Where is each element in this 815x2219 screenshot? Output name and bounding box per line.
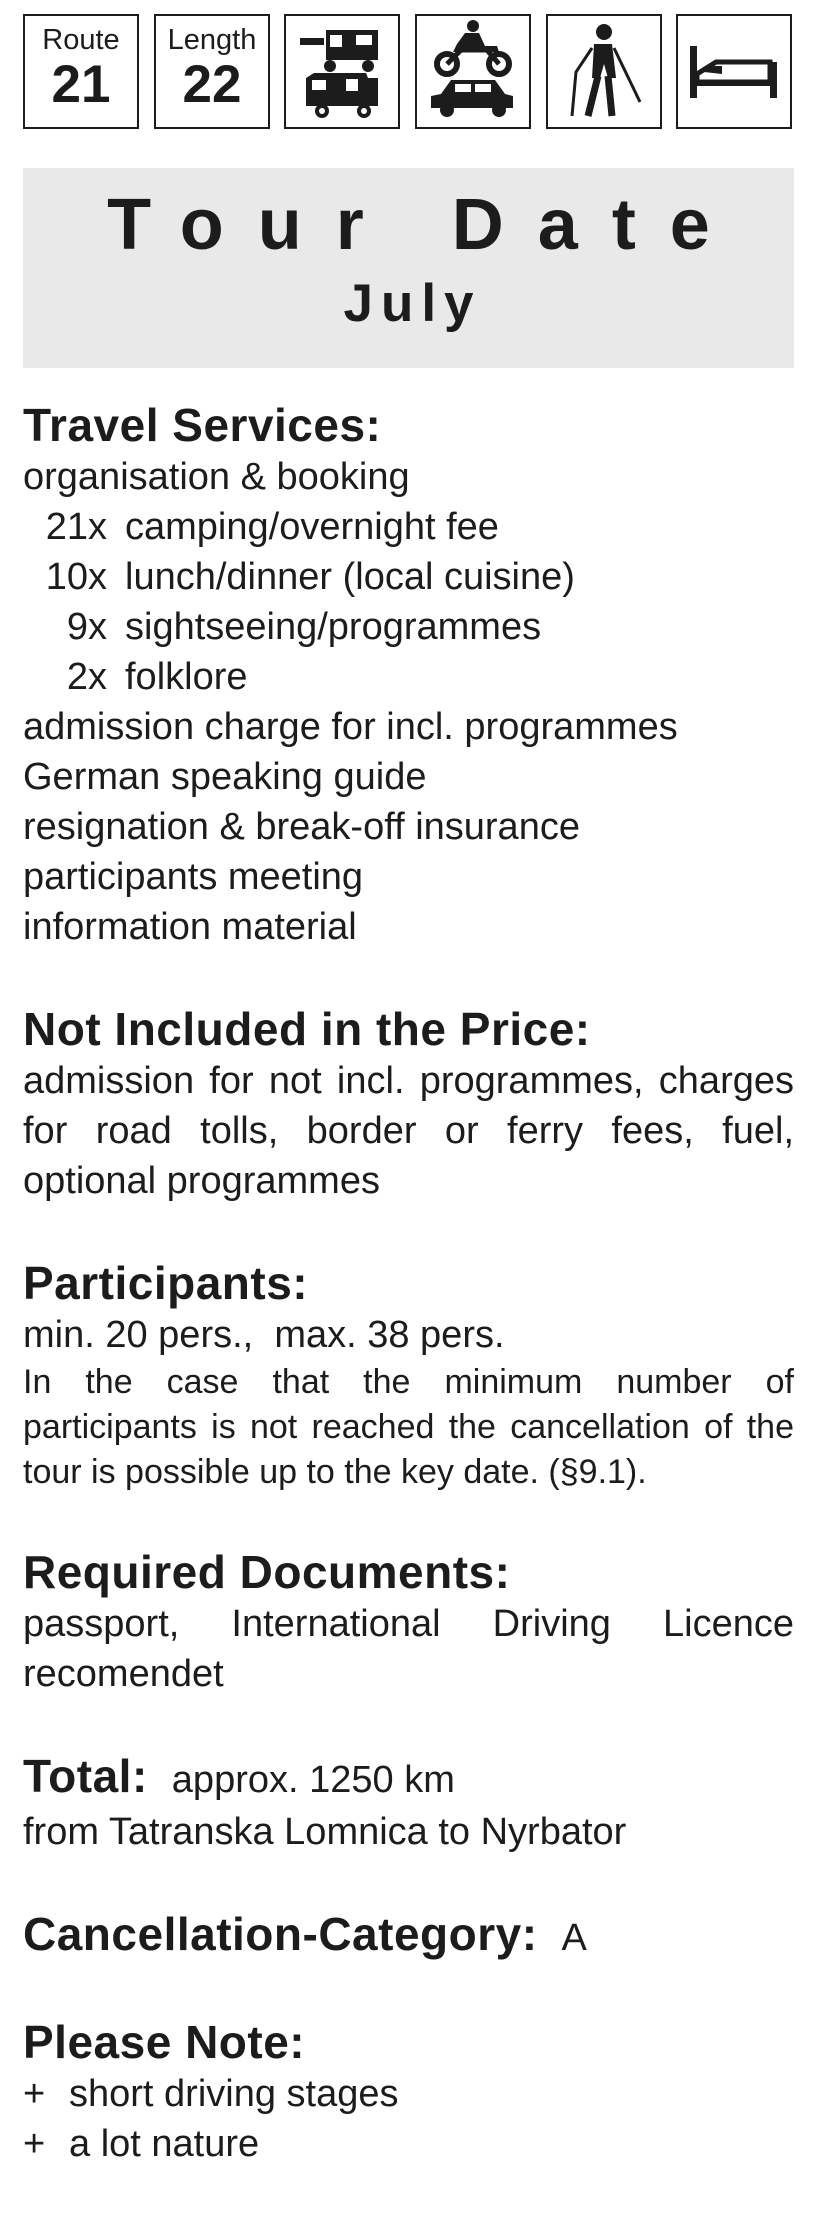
service-item — [23, 502, 794, 552]
service-text: sightseeing/programmes — [125, 606, 542, 648]
total-route: from Tatranska Lomnica to Nyrbator — [23, 1811, 627, 1853]
service-text: lunch/dinner (local cuisine) — [125, 556, 575, 598]
total-line — [23, 1749, 794, 1807]
travel-services-intro: organisation & booking — [23, 456, 410, 498]
documents-heading: Required Documents: — [23, 1546, 511, 1598]
participants-heading: Participants: — [23, 1257, 309, 1309]
camper-rv-icon — [284, 14, 400, 129]
length-box — [154, 14, 270, 129]
hiking-icon — [546, 14, 662, 129]
bed-icon — [676, 14, 792, 129]
service-extra: admission charge for incl. programmes — [23, 706, 678, 748]
tour-details — [23, 398, 794, 2219]
service-extra: information material — [23, 906, 357, 948]
length-label: Length — [167, 24, 257, 56]
plus-icon: + — [23, 2073, 46, 2115]
cancellation-line — [23, 1907, 794, 1965]
route-number: 21 — [51, 55, 111, 114]
cancellation-section — [23, 1907, 794, 1965]
not-included-heading: Not Included in the Price: — [23, 1003, 591, 1055]
note-item — [23, 2119, 794, 2169]
note-text: short driving stages — [69, 2073, 399, 2115]
service-item — [23, 602, 794, 652]
participants-note: In the case that the minimum number of participants is not reached the cancellation of the tour is possible up to the key date. (§9.1). — [23, 1363, 794, 1491]
service-qty: 10x — [45, 556, 107, 598]
motorcycle-car-icon — [415, 14, 531, 129]
service-qty: 9x — [66, 606, 107, 648]
participants-range: min. 20 pers., max. 38 pers. — [23, 1314, 505, 1356]
note-item — [23, 2069, 794, 2119]
length-number: 22 — [182, 55, 242, 114]
banner-title: Tour Date — [107, 185, 744, 265]
route-box — [23, 14, 139, 129]
service-qty: 2x — [66, 656, 107, 698]
service-item — [23, 552, 794, 602]
banner-month: July — [343, 274, 482, 333]
service-extra: German speaking guide — [23, 756, 427, 798]
plus-icon: + — [23, 2123, 46, 2165]
service-text: folklore — [125, 656, 248, 698]
participants-section — [23, 1256, 794, 1495]
not-included-section — [23, 1002, 794, 1206]
travel-services-section — [23, 398, 794, 952]
cancellation-category: A — [561, 1917, 587, 1959]
total-section — [23, 1749, 794, 1857]
not-included-text: admission for not incl. programmes, charges for road tolls, border or ferry fees, fuel, optional programmes — [23, 1060, 794, 1202]
travel-services-heading: Travel Services: — [23, 399, 382, 451]
note-text: a lot nature — [69, 2123, 260, 2165]
documents-section — [23, 1545, 794, 1699]
tour-date-banner — [23, 168, 794, 368]
documents-text: passport, International Driving Licence recomendet — [23, 1603, 794, 1695]
icon-bar — [23, 14, 793, 131]
service-qty: 21x — [45, 506, 107, 548]
service-extra: resignation & break-off insurance — [23, 806, 580, 848]
service-extra: participants meeting — [23, 856, 364, 898]
service-item — [23, 652, 794, 702]
cancellation-heading: Cancellation-Category: — [23, 1908, 538, 1960]
service-text: camping/overnight fee — [125, 506, 499, 548]
total-heading: Total: — [23, 1750, 148, 1802]
route-label: Route — [42, 24, 120, 56]
total-distance: approx. 1250 km — [171, 1759, 455, 1801]
please-note-section — [23, 2015, 794, 2169]
please-note-heading: Please Note: — [23, 2016, 306, 2068]
